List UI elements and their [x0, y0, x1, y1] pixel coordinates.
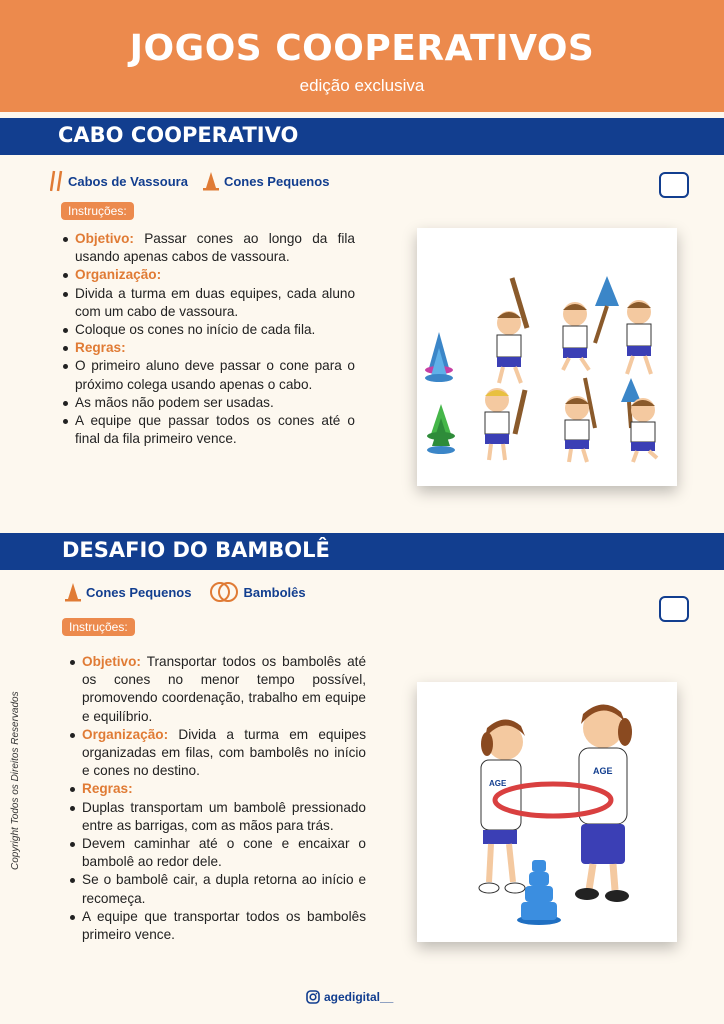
footer-handle[interactable]: agedigital__ [324, 990, 394, 1004]
item-text: Passar cones ao longo da fila usando apenas cabos de vassoura. [75, 231, 355, 265]
list-item [68, 871, 366, 907]
cone-icon [64, 582, 82, 602]
section-title: CABO COOPERATIVO [58, 123, 299, 147]
kid-figure [497, 278, 527, 383]
done-checkbox[interactable] [659, 172, 689, 198]
kid-figure [627, 300, 651, 374]
list-item [61, 285, 355, 321]
kid-figure [621, 378, 657, 462]
list-item [68, 908, 366, 944]
list-item [61, 412, 355, 448]
footer [306, 990, 393, 1004]
page-subtitle: edição exclusiva [299, 76, 425, 95]
shirt-text: AGE [593, 766, 613, 776]
section-header-bambole [0, 530, 724, 570]
page-title: JOGOS COOPERATIVOS [129, 28, 595, 69]
material-item [50, 170, 188, 192]
list-item [61, 230, 355, 266]
item-label: Organização: [75, 267, 162, 283]
list-item [61, 339, 355, 357]
cone-icon [202, 171, 220, 191]
list-item [61, 321, 355, 339]
hoops-icon [209, 580, 239, 604]
instructions-label: Instruções: [62, 618, 135, 636]
list-item [61, 394, 355, 412]
cone-stack-icon [425, 332, 453, 382]
list-item [61, 266, 355, 284]
kid-figure [563, 276, 619, 370]
girl-figure [575, 704, 632, 902]
list-item [68, 799, 366, 835]
item-text: O primeiro aluno deve passar o cone para o próximo colega usando apenas o cabo. [75, 358, 355, 392]
list-item [68, 653, 366, 726]
material-label: Cones Pequenos [223, 173, 330, 189]
item-label: Organização: [82, 726, 169, 742]
material-item [209, 580, 305, 604]
copyright-text: Copyright Todos os Direitos Reservados [10, 691, 21, 870]
item-text: A equipe que transportar todos os bambolês primeiro vence. [82, 908, 366, 943]
material-item [64, 582, 191, 602]
item-text: Divida a turma em equipes organizadas em filas, com bambolês no início e cones no destino. [82, 726, 366, 779]
kids-passing-cones-illustration [417, 228, 677, 486]
instructions-list [68, 653, 366, 944]
material-item [202, 171, 329, 191]
list-item [68, 835, 366, 871]
item-text: Se o bambolê cair, a dupla retorna ao início e recomeça. [82, 872, 366, 906]
illustration-cabo [417, 228, 677, 486]
cone-stack-icon [427, 404, 455, 454]
item-text: Duplas transportam um bambolê pressionado entre as barrigas, com as mãos para trás. [82, 799, 366, 833]
instructions-list [61, 230, 355, 448]
done-checkbox[interactable] [659, 596, 689, 622]
materials-list [64, 580, 320, 604]
item-label: Objetivo: [82, 654, 141, 669]
item-label: Objetivo: [75, 231, 134, 246]
broom-sticks-icon [50, 170, 64, 192]
item-text: Transportar todos os bambolês até os cones no menor tempo possível, promovendo coordenação, trabalho em equipe e equilíbrio. [82, 654, 367, 724]
kids-carrying-hoop-illustration [417, 682, 677, 942]
item-text: Coloque os cones no início de cada fila. [75, 322, 316, 338]
cone-stack-icon [517, 860, 561, 925]
page-header [0, 0, 724, 112]
kid-figure [485, 388, 525, 460]
item-text: Divida a turma em duas equipes, cada aluno com um cabo de vassoura. [75, 285, 355, 319]
shirt-text: AGE [489, 779, 507, 788]
kid-figure [565, 378, 595, 462]
instagram-icon [306, 990, 320, 1004]
item-label: Regras: [75, 340, 126, 356]
list-item [68, 780, 366, 798]
instructions-label: Instruções: [61, 202, 134, 220]
section-header-cabo [0, 115, 724, 155]
illustration-bambole [417, 682, 677, 942]
materials-list [50, 170, 343, 192]
section-title: DESAFIO DO BAMBOLÊ [62, 538, 330, 562]
item-text: As mãos não podem ser usadas. [75, 394, 274, 410]
item-label: Regras: [82, 781, 133, 797]
item-text: A equipe que passar todos os cones até o final da fila primeiro vence. [75, 413, 355, 447]
list-item [68, 726, 366, 781]
material-label: Cabos de Vassoura [68, 173, 188, 189]
material-label: Bambolês [243, 584, 306, 600]
item-text: Devem caminhar até o cone e encaixar o bambolê ao redor dele. [82, 836, 366, 870]
list-item [61, 357, 355, 393]
material-label: Cones Pequenos [86, 584, 192, 600]
